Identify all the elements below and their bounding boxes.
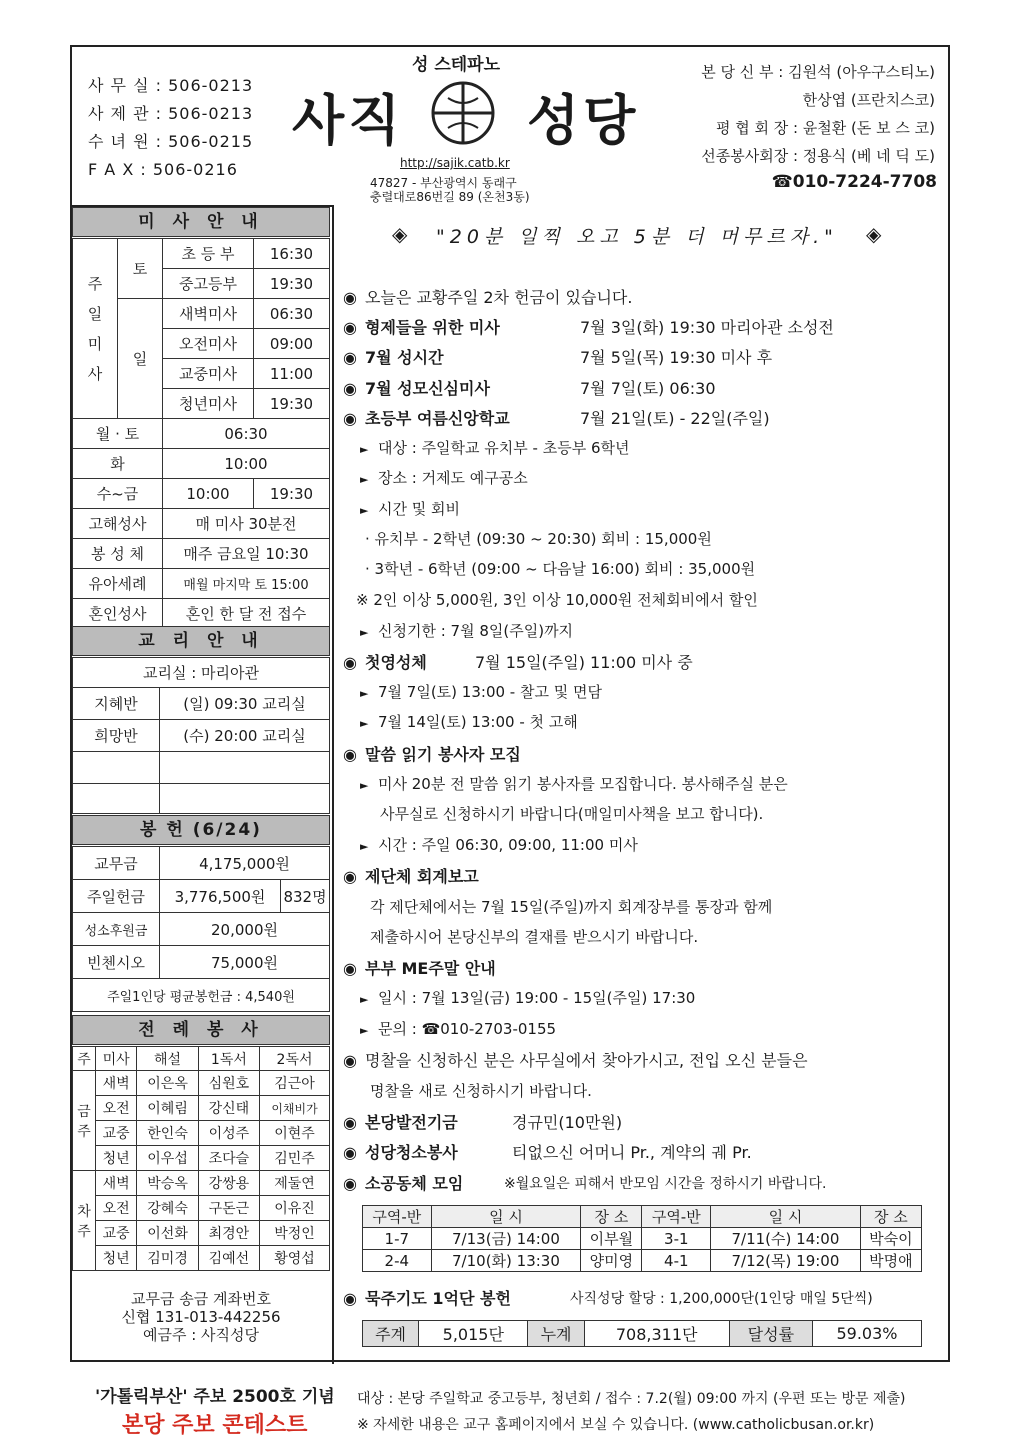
arrow-icon: ► bbox=[360, 473, 369, 486]
rosary-table bbox=[362, 1320, 922, 1347]
week-label bbox=[73, 1171, 96, 1271]
class-name: 지혜반 bbox=[73, 688, 160, 720]
notice-text: 7월 21일(토) - 22일(주일) bbox=[580, 409, 770, 428]
arrow-icon: ► bbox=[360, 443, 369, 456]
weekday-time: 19:30 bbox=[254, 479, 330, 509]
liturgy-cell: 이우섭 bbox=[137, 1146, 198, 1171]
sub-text: 시간 및 회비 bbox=[378, 500, 460, 518]
notice-item bbox=[343, 376, 490, 399]
sub-item bbox=[360, 987, 695, 1008]
notice-title: 초등부 여름신앙학교 bbox=[365, 409, 510, 428]
liturgy-head: 해설 bbox=[137, 1047, 198, 1071]
sub-text: 7월 7일(토) 13:00 - 찰고 및 면담 bbox=[378, 683, 602, 701]
sacrament-info: 매주 금요일 10:30 bbox=[163, 539, 330, 569]
group-cell: 박명애 bbox=[860, 1250, 921, 1272]
arrow-icon: ► bbox=[360, 779, 369, 792]
sub-text: 장소 : 거제도 예구공소 bbox=[378, 469, 528, 487]
offering-amount: 4,175,000원 bbox=[160, 847, 330, 880]
group-meeting-table bbox=[362, 1205, 922, 1272]
contact-convent: 수 녀 원 : 506-0215 bbox=[88, 132, 254, 151]
sat-label: 토 bbox=[118, 239, 163, 299]
empty-cell bbox=[73, 752, 160, 784]
bullet-icon: ◉ bbox=[343, 745, 357, 764]
staff-assistant: 한상엽 (프란치스코) bbox=[802, 91, 935, 109]
offering-amount: 75,000원 bbox=[160, 946, 330, 979]
sunday-label bbox=[73, 239, 118, 419]
notice-title: 7월 성시간 bbox=[365, 348, 444, 367]
mass-time: 11:00 bbox=[254, 359, 330, 389]
arrow-icon: ► bbox=[360, 626, 369, 639]
bullet-icon: ◉ bbox=[343, 318, 357, 337]
weekday-label: 월 · 토 bbox=[73, 419, 163, 449]
sub-text: 대상 : 주일학교 유치부 - 초등부 6학년 bbox=[378, 439, 630, 457]
liturgy-head: 미사 bbox=[96, 1047, 137, 1071]
liturgy-cell: 김근아 bbox=[260, 1071, 330, 1096]
liturgy-head: 주 bbox=[73, 1047, 96, 1071]
side-char: 일 bbox=[87, 304, 103, 323]
notice-item bbox=[343, 650, 427, 673]
sub-text: 일시 : 7월 13일(금) 19:00 - 15일(주일) 17:30 bbox=[378, 989, 696, 1007]
empty-cell bbox=[160, 752, 330, 784]
side-char: 사 bbox=[87, 364, 103, 383]
arrow-icon: ► bbox=[360, 840, 369, 853]
notice-text: 경규민(10만원) bbox=[512, 1113, 623, 1132]
mass-name: 청년미사 bbox=[163, 389, 254, 419]
contest-subtitle: '가톨릭부산' 주보 2500호 기념 bbox=[95, 1387, 335, 1407]
liturgy-cell: 청년 bbox=[96, 1146, 137, 1171]
sacrament-label: 유아세례 bbox=[73, 569, 163, 599]
phone-number: ☎010-7224-7708 bbox=[771, 172, 937, 192]
liturgy-head: 1독서 bbox=[198, 1047, 259, 1071]
notice-item bbox=[343, 742, 521, 765]
mass-time: 19:30 bbox=[254, 269, 330, 299]
sub-text: 사무실로 신청하시기 바랍니다(매일미사책을 보고 합니다). bbox=[380, 805, 764, 823]
group-head: 일 시 bbox=[431, 1206, 581, 1228]
staff-pastor: 본 당 신 부 : 김원석 (아우구스티노) bbox=[701, 63, 935, 81]
rosary-value: 5,015단 bbox=[419, 1321, 528, 1347]
notice-item bbox=[343, 406, 510, 429]
notice-item bbox=[343, 285, 632, 308]
notice-text: 명찰을 신청하신 분은 사무실에서 찾아가시고, 전입 오신 분들은 bbox=[365, 1051, 808, 1070]
bullet-icon: ◉ bbox=[343, 959, 357, 978]
notice-title: 소공동체 모임 bbox=[365, 1174, 464, 1193]
parish-name-left: 사직 bbox=[292, 89, 405, 152]
contact-office: 사 무 실 : 506-0213 bbox=[88, 76, 254, 95]
mass-name: 중고등부 bbox=[163, 269, 254, 299]
mass-name: 새벽미사 bbox=[163, 299, 254, 329]
liturgy-cell: 구돈근 bbox=[198, 1196, 259, 1221]
sub-item bbox=[360, 467, 528, 488]
notice-title: 성당청소봉사 bbox=[365, 1143, 458, 1162]
weekday-label: 화 bbox=[73, 449, 163, 479]
liturgy-cell: 청년 bbox=[96, 1246, 137, 1271]
fee-line: · 유치부 - 2학년 (09:30 ~ 20:30) 회비 : 15,000원 bbox=[365, 530, 712, 548]
bullet-icon: ◉ bbox=[343, 409, 357, 428]
catechism-room: 교리실 : 마리아관 bbox=[73, 658, 330, 688]
bullet-icon: ◉ bbox=[343, 379, 357, 398]
staff-funeral: 선종봉사회장 : 정용식 (베 네 딕 도) bbox=[701, 147, 935, 165]
notice-text: 7월 5일(목) 19:30 미사 후 bbox=[580, 348, 773, 367]
liturgy-cell: 한인숙 bbox=[137, 1121, 198, 1146]
mass-table bbox=[72, 238, 330, 629]
notice-item bbox=[343, 956, 496, 979]
offering-label: 빈첸시오 bbox=[73, 946, 160, 979]
liturgy-head: 2독서 bbox=[260, 1047, 330, 1071]
sub-item bbox=[360, 681, 602, 702]
sub-item bbox=[360, 498, 460, 519]
bullet-icon: ◉ bbox=[343, 1143, 357, 1162]
mass-name: 오전미사 bbox=[163, 329, 254, 359]
liturgy-cell: 오전 bbox=[96, 1196, 137, 1221]
weekday-time: 06:30 bbox=[163, 419, 330, 449]
arrow-icon: ► bbox=[360, 687, 369, 700]
diamond-left-icon: ◈ bbox=[392, 222, 408, 246]
sub-text: 신청기한 : 7월 8일(주일)까지 bbox=[378, 622, 574, 640]
sub-item bbox=[360, 1018, 556, 1039]
bullet-icon: ◉ bbox=[343, 1113, 357, 1132]
weekday-time: 10:00 bbox=[163, 479, 254, 509]
staff-council: 평 협 회 장 : 윤철환 (돈 보 스 코) bbox=[715, 119, 935, 137]
sub-item bbox=[360, 437, 629, 458]
liturgy-table bbox=[72, 1046, 330, 1271]
banner-motto: "20분 일찍 오고 5분 더 머무르자." bbox=[436, 226, 838, 248]
sub-item bbox=[360, 620, 573, 641]
parish-name-right: 성당 bbox=[527, 89, 640, 152]
group-cell: 이부월 bbox=[581, 1228, 642, 1250]
rosary-label: 달성률 bbox=[729, 1321, 812, 1347]
mass-title: 미 사 안 내 bbox=[72, 207, 330, 237]
sub-text: 각 제단체에서는 7월 15일(주일)까지 회계장부를 통장과 함께 bbox=[370, 898, 773, 916]
bullet-icon: ◉ bbox=[343, 1051, 357, 1070]
liturgy-cell: 교중 bbox=[96, 1121, 137, 1146]
sub-text: 문의 : ☎010-2703-0155 bbox=[378, 1020, 557, 1038]
notice-text: 7월 15일(주일) 11:00 미사 중 bbox=[475, 653, 693, 672]
parish-url[interactable]: http://sajik.catb.kr bbox=[400, 156, 510, 170]
catechism-table bbox=[72, 657, 330, 814]
contest-title: 본당 주보 콘테스트 bbox=[122, 1413, 308, 1438]
sacrament-info: 매월 마지막 토 15:00 bbox=[163, 569, 330, 599]
bullet-icon: ◉ bbox=[343, 288, 357, 307]
notice-item bbox=[343, 1140, 458, 1163]
weekday-label: 수~금 bbox=[73, 479, 163, 509]
liturgy-cell: 이은옥 bbox=[137, 1071, 198, 1096]
offering-label: 교무금 bbox=[73, 847, 160, 880]
sub-item bbox=[360, 834, 638, 855]
contact-list bbox=[88, 72, 253, 184]
liturgy-cell: 황영섭 bbox=[260, 1246, 330, 1271]
liturgy-cell: 김민주 bbox=[260, 1146, 330, 1171]
liturgy-cell: 김미경 bbox=[137, 1246, 198, 1271]
group-head: 장 소 bbox=[581, 1206, 642, 1228]
fee-line: · 3학년 - 6학년 (09:00 ~ 다음날 16:00) 회비 : 35,000원 bbox=[365, 560, 756, 578]
rosary-label: 누계 bbox=[528, 1321, 584, 1347]
sub-text: 명찰을 새로 신청하시기 바랍니다. bbox=[370, 1082, 592, 1100]
group-head: 구역-반 bbox=[363, 1206, 432, 1228]
account-number: 신협 131-013-442256 bbox=[121, 1308, 281, 1326]
liturgy-title: 전 례 봉 사 bbox=[72, 1015, 330, 1045]
notice-title: 본당발전기금 bbox=[365, 1113, 458, 1132]
liturgy-cell: 강혜숙 bbox=[137, 1196, 198, 1221]
group-cell: 박숙이 bbox=[860, 1228, 921, 1250]
liturgy-cell: 박승옥 bbox=[137, 1171, 198, 1196]
bullet-icon: ◉ bbox=[343, 867, 357, 886]
address-line1: 47827 - 부산광역시 동래구 bbox=[370, 176, 517, 190]
liturgy-cell: 교중 bbox=[96, 1221, 137, 1246]
mass-time: 19:30 bbox=[254, 389, 330, 419]
mass-time: 09:00 bbox=[254, 329, 330, 359]
rosary-value: 708,311단 bbox=[584, 1321, 729, 1347]
bullet-icon: ◉ bbox=[343, 1289, 357, 1308]
rosary-value: 59.03% bbox=[812, 1321, 921, 1347]
group-cell: 7/12(목) 19:00 bbox=[711, 1250, 861, 1272]
notice-text: 티없으신 어머니 Pr., 계약의 궤 Pr. bbox=[512, 1143, 752, 1162]
offering-label: 성소후원금 bbox=[73, 913, 160, 946]
account-title: 교무금 송금 계좌번호 bbox=[131, 1290, 271, 1308]
mass-name: 초 등 부 bbox=[163, 239, 254, 269]
sub-text: 시간 : 주일 06:30, 09:00, 11:00 미사 bbox=[378, 836, 638, 854]
mass-time: 06:30 bbox=[254, 299, 330, 329]
offering-title: 봉 헌 (6/24) bbox=[72, 815, 330, 845]
group-head: 장 소 bbox=[860, 1206, 921, 1228]
group-cell: 7/11(수) 14:00 bbox=[711, 1228, 861, 1250]
class-time: (일) 09:30 교리실 bbox=[160, 688, 330, 720]
group-head: 구역-반 bbox=[642, 1206, 711, 1228]
offering-count: 832명 bbox=[281, 880, 330, 913]
bullet-icon: ◉ bbox=[343, 1174, 357, 1193]
notice-title: 부부 ME주말 안내 bbox=[365, 959, 496, 978]
sub-item bbox=[360, 773, 788, 794]
liturgy-cell: 강쌍용 bbox=[198, 1171, 259, 1196]
group-cell: 1-7 bbox=[363, 1228, 432, 1250]
contact-fax: F A X : 506-0216 bbox=[88, 160, 238, 179]
liturgy-cell: 심원호 bbox=[198, 1071, 259, 1096]
weekday-time: 10:00 bbox=[163, 449, 330, 479]
sub-item bbox=[360, 711, 578, 732]
bullet-icon: ◉ bbox=[343, 348, 357, 367]
sub-text: 7월 14일(토) 13:00 - 첫 고해 bbox=[378, 713, 578, 731]
offering-amount: 3,776,500원 bbox=[160, 880, 281, 913]
parish-logo-icon bbox=[428, 78, 498, 148]
notice-text: 오늘은 교황주일 2차 헌금이 있습니다. bbox=[365, 288, 633, 307]
notice-text: 7월 3일(화) 19:30 마리아관 소성전 bbox=[580, 318, 834, 337]
sub-text: 미사 20분 전 말씀 읽기 봉사자를 모집합니다. 봉사해주실 분은 bbox=[378, 775, 788, 793]
account-info bbox=[72, 1290, 330, 1344]
mass-name: 교중미사 bbox=[163, 359, 254, 389]
liturgy-cell: 이성주 bbox=[198, 1121, 259, 1146]
week-char: 차 bbox=[77, 1203, 91, 1220]
group-cell: 2-4 bbox=[363, 1250, 432, 1272]
notice-item bbox=[343, 315, 500, 338]
liturgy-cell: 오전 bbox=[96, 1096, 137, 1121]
class-name: 희망반 bbox=[73, 720, 160, 752]
liturgy-cell: 제둘연 bbox=[260, 1171, 330, 1196]
liturgy-cell: 이유진 bbox=[260, 1196, 330, 1221]
notice-title: 형제들을 위한 미사 bbox=[365, 318, 500, 337]
mass-time: 16:30 bbox=[254, 239, 330, 269]
notice-item bbox=[343, 1110, 458, 1133]
sacrament-label: 고해성사 bbox=[73, 509, 163, 539]
offering-label: 주일헌금 bbox=[73, 880, 160, 913]
week-char: 주 bbox=[77, 1123, 91, 1140]
liturgy-cell: 이현주 bbox=[260, 1121, 330, 1146]
sacrament-label: 봉 성 체 bbox=[73, 539, 163, 569]
sun-label: 일 bbox=[118, 299, 163, 419]
liturgy-cell: 이채비가 bbox=[260, 1096, 330, 1121]
notice-title: 첫영성체 bbox=[365, 653, 427, 672]
class-time: (수) 20:00 교리실 bbox=[160, 720, 330, 752]
notice-item bbox=[343, 1286, 511, 1309]
contact-rectory: 사 제 관 : 506-0213 bbox=[88, 104, 254, 123]
address-line2: 충렬대로86번길 89 (온천3동) bbox=[370, 190, 530, 204]
liturgy-cell: 이혜림 bbox=[137, 1096, 198, 1121]
offering-table bbox=[72, 846, 330, 1012]
arrow-icon: ► bbox=[360, 504, 369, 517]
offering-average: 주일1인당 평균봉헌금 : 4,540원 bbox=[73, 979, 330, 1012]
notice-text: 사직성당 할당 : 1,200,000단(1인당 매일 5단씩) bbox=[570, 1291, 873, 1307]
group-head: 일 시 bbox=[711, 1206, 861, 1228]
empty-cell bbox=[160, 784, 330, 814]
side-char: 주 bbox=[87, 274, 103, 293]
notice-item bbox=[343, 1048, 808, 1071]
bullet-icon: ◉ bbox=[343, 653, 357, 672]
group-cell: 4-1 bbox=[642, 1250, 711, 1272]
week-label bbox=[73, 1071, 96, 1171]
notice-text: 7월 7일(토) 06:30 bbox=[580, 379, 716, 398]
liturgy-cell: 새벽 bbox=[96, 1071, 137, 1096]
sacrament-label: 혼인성사 bbox=[73, 599, 163, 629]
group-cell: 7/13(금) 14:00 bbox=[431, 1228, 581, 1250]
contest-link: ※ 자세한 내용은 교구 홈페이지에서 보실 수 있습니다. (www.catholicbusan.or.kr) bbox=[357, 1417, 875, 1433]
discount-note: ※ 2인 이상 5,000원, 3인 이상 10,000원 전체회비에서 할인 bbox=[356, 591, 758, 609]
notice-title: 제단체 회계보고 bbox=[365, 867, 479, 886]
notice-item bbox=[343, 1171, 463, 1194]
rosary-label: 주계 bbox=[363, 1321, 419, 1347]
sacrament-info: 혼인 한 달 전 접수 bbox=[163, 599, 330, 629]
offering-amount: 20,000원 bbox=[160, 913, 330, 946]
liturgy-cell: 조다슬 bbox=[198, 1146, 259, 1171]
diamond-right-icon: ◈ bbox=[866, 222, 882, 246]
staff-list bbox=[701, 58, 935, 170]
contest-target: 대상 : 본당 주일학교 중고등부, 청년회 / 접수 : 7.2(월) 09:00 까지 (우편 또는 방문 제출) bbox=[357, 1391, 906, 1407]
notice-title: 7월 성모신심미사 bbox=[365, 379, 490, 398]
empty-cell bbox=[73, 784, 160, 814]
week-char: 주 bbox=[77, 1223, 91, 1240]
notice-item bbox=[343, 345, 444, 368]
sub-text: 제출하시어 본당신부의 결재를 받으시기 바랍니다. bbox=[370, 928, 699, 946]
group-cell: 양미영 bbox=[581, 1250, 642, 1272]
notice-text: ※월요일은 피해서 반모임 시간을 정하시기 바랍니다. bbox=[504, 1176, 827, 1192]
parish-patron: 성 스테파노 bbox=[412, 55, 501, 75]
liturgy-cell: 새벽 bbox=[96, 1171, 137, 1196]
liturgy-cell: 강신태 bbox=[198, 1096, 259, 1121]
sacrament-info: 매 미사 30분전 bbox=[163, 509, 330, 539]
notice-title: 묵주기도 1억단 봉헌 bbox=[365, 1289, 511, 1308]
liturgy-cell: 김예선 bbox=[198, 1246, 259, 1271]
arrow-icon: ► bbox=[360, 717, 369, 730]
liturgy-cell: 박정인 bbox=[260, 1221, 330, 1246]
account-holder: 예금주 : 사직성당 bbox=[142, 1326, 260, 1344]
liturgy-cell: 최경안 bbox=[198, 1221, 259, 1246]
side-char: 미 bbox=[87, 334, 103, 353]
arrow-icon: ► bbox=[360, 1024, 369, 1037]
week-char: 금 bbox=[77, 1103, 91, 1120]
arrow-icon: ► bbox=[360, 993, 369, 1006]
notice-title: 말씀 읽기 봉사자 모집 bbox=[365, 745, 521, 764]
group-cell: 7/10(화) 13:30 bbox=[431, 1250, 581, 1272]
group-cell: 3-1 bbox=[642, 1228, 711, 1250]
liturgy-cell: 이선화 bbox=[137, 1221, 198, 1246]
catechism-title: 교 리 안 내 bbox=[72, 626, 330, 656]
notice-item bbox=[343, 864, 479, 887]
